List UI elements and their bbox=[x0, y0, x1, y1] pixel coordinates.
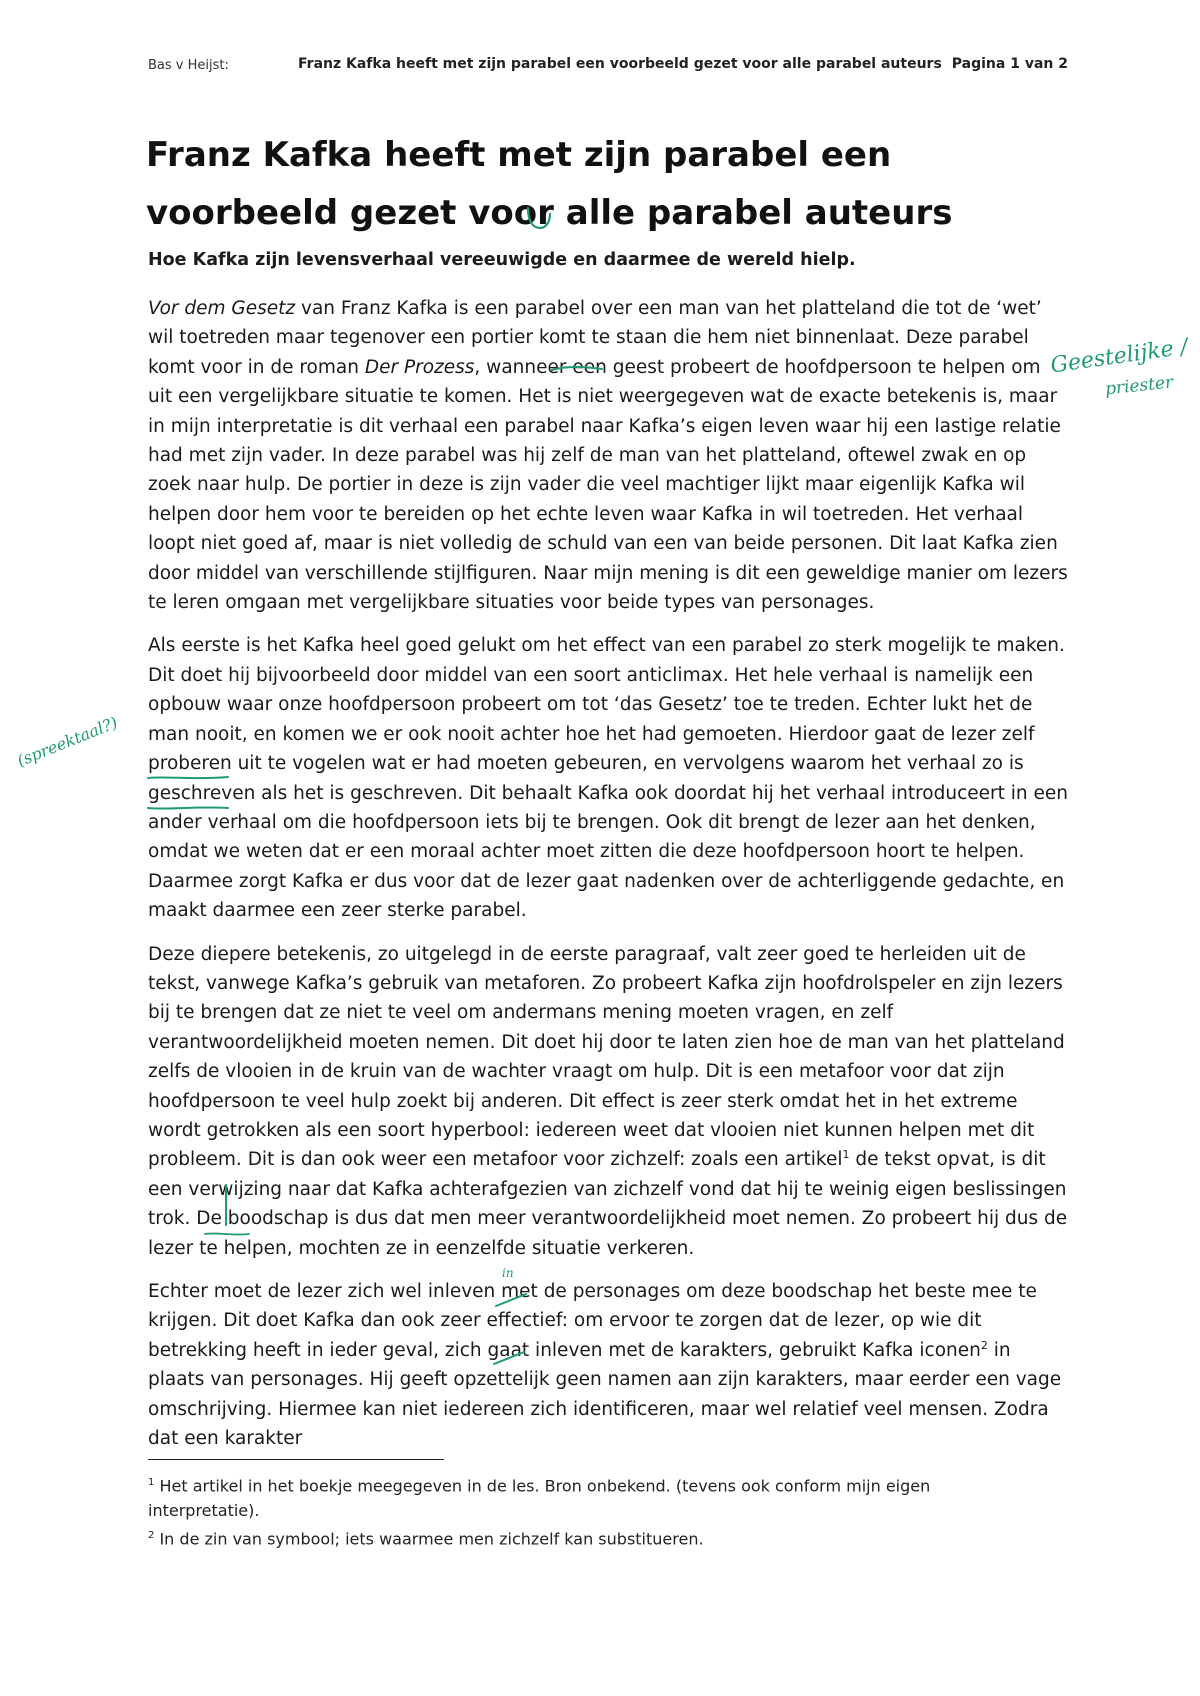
handwritten-annotation-in: in bbox=[502, 1266, 514, 1280]
paragraph-1-text-b: , wanneer een geest probeert de hoofdpersoon te helpen om uit een vergelijkbare situatie te komen. Het is niet weergegeven wat de exacte betekenis is, maar in mijn interpretatie is dit verhaal een parabel naar Kafka’s eigen leven waar hij een lastige relatie had met zijn vader. In deze parabel was hij zelf de man van het platteland, oftewel zwak en op zoek naar hulp. De portier in deze is zijn vader die veel machtiger lijkt maar eigenlijk Kafka wil helpen door hem voor te bereiden op het echte leven waar Kafka in wil toetreden. Het verhaal loopt niet goed af, maar is niet volledig de schuld van een van beide personen. Dit laat Kafka zien door middel van verschillende stijlfiguren. Naar mijn mening is dit een geweldige manier om lezers te leren omgaan met vergelijkbare situaties voor beide types van personages. bbox=[148, 356, 1068, 614]
handwritten-annotation-spreektaal: (spreektaal?) bbox=[14, 712, 121, 771]
paragraph-4 bbox=[148, 1277, 1068, 1453]
header-page-number: Pagina 1 van 2 bbox=[951, 56, 1068, 72]
footnote-2-text: In de zin van symbool; iets waarmee men zichzelf kan substitueren. bbox=[154, 1529, 704, 1549]
handwritten-underline-geest bbox=[550, 360, 606, 374]
italic-title-vor-dem-gesetz: Vor dem Gesetz bbox=[148, 298, 296, 319]
italic-title-der-prozess: Der Prozess bbox=[364, 356, 475, 378]
handwritten-strike-met-2 bbox=[490, 1348, 530, 1368]
footnote-2-number: 2 bbox=[148, 1530, 155, 1542]
footnote-divider bbox=[148, 1459, 444, 1460]
document-subtitle: Hoe Kafka zijn levensverhaal vereeuwigde en daarmee de wereld hielp. bbox=[148, 250, 856, 270]
paragraph-1-text-a: van Franz Kafka is een parabel over een man van het platteland die tot de ‘wet’ wil toetreden maar tegenover een portier komt te staan die hem niet binnenlaat. Deze parabel komt voor in de roman bbox=[148, 298, 1042, 378]
handwritten-strike-met-1 bbox=[492, 1290, 532, 1310]
handwritten-annotation-priester: priester bbox=[1104, 372, 1175, 400]
handwritten-separator-achteraf bbox=[221, 1183, 231, 1227]
header-author: Bas v Heijst: bbox=[148, 58, 229, 73]
document-title: Franz Kafka heeft met zijn parabel een voorbeeld gezet voor alle parabel auteurs bbox=[146, 135, 953, 233]
handwritten-underline-meer bbox=[203, 1228, 253, 1240]
paragraph-3-text-b: de tekst opvat, is dit een verwijzing naar dat Kafka achterafgezien van zichzelf vond dat hij te weinig eigen beslissingen trok. De boodschap is dus dat men meer verantwoordelijkheid moet nemen. Zo probeert hij dus de lezer te helpen, mochten ze in eenzelfde situatie verkeren. bbox=[148, 1149, 1068, 1259]
paragraph-4-text-a: Echter moet de lezer zich wel inleven met de personages om deze boodschap het beste mee te krijgen. Dit doet Kafka dan ook zeer effectief: om ervoor te zorgen dat de lezer, op wie dit betrekking heeft in ieder geval, zich gaat inleven met de karakters, gebruikt Kafka iconen bbox=[148, 1281, 1037, 1361]
footnote-1-number: 1 bbox=[148, 1477, 155, 1488]
header-title: Franz Kafka heeft met zijn parabel een voorbeeld gezet voor alle parabel auteurs bbox=[298, 56, 942, 72]
footnote-1 bbox=[148, 1470, 1008, 1523]
handwritten-underline-vogelen bbox=[146, 772, 230, 784]
footnotes bbox=[148, 1470, 1008, 1552]
paragraph-4-text-b: in plaats van personages. Hij geeft opzettelijk geen namen aan zijn karakters, maar eerder een vage omschrijving. Hiermee kan niet iedereen zich identificeren, maar wel relatief veel mensen. Zodra dat een karakter bbox=[148, 1339, 1062, 1450]
footnote-ref-2: 2 bbox=[980, 1338, 988, 1352]
handwritten-underline-geschreven bbox=[146, 802, 230, 814]
paragraph-3 bbox=[148, 940, 1068, 1263]
footnote-1-text: Het artikel in het boekje meegegeven in de les. Bron onbekend. (tevens ook conform mijn eigen interpretatie). bbox=[148, 1476, 931, 1521]
body-text bbox=[148, 294, 1068, 1467]
footnote-ref-1: 1 bbox=[842, 1148, 850, 1162]
paragraph-3-text-a: Deze diepere betekenis, zo uitgelegd in de eerste paragraaf, valt zeer goed te herleiden uit de tekst, vanwege Kafka’s gebruik van metaforen. Zo probeert Kafka zijn hoofdrolspeler en zijn lezers bij te brengen dat ze niet te veel om andermans mening moeten vragen, en zelf verantwoordelijkheid moeten nemen. Dit doet hij door te laten zien hoe de man van het platteland zelfs de vlooien in de kruin van de wachter vraagt om hulp. Dit is een metafoor voor dat zijn hoofdpersoon te veel hulp zoekt bij anderen. Dit effect is zeer sterk omdat het in het extreme wordt getrokken als een soort hyperbool: iedereen weet dat vlooien niet kunnen helpen met dit probleem. Dit is dan ook weer een metafoor voor zichzelf: zoals een artikel bbox=[148, 943, 1065, 1171]
footnote-2 bbox=[148, 1523, 1008, 1551]
handwritten-annotation-geestelijke: Geestelijke / bbox=[1048, 334, 1190, 379]
paragraph-2: Als eerste is het Kafka heel goed gelukt om het effect van een parabel zo sterk mogelijk te maken. Dit doet hij bijvoorbeeld door middel van een soort anticlimax. Het hele verhaal is namelijk een opbouw waar onze hoofdpersoon probeert om tot ‘das Gesetz’ toe te treden. Echter lukt het de man nooit, en komen we er ook nooit achter hoe het had gemoeten. Hierdoor gaat de lezer zelf proberen uit te vogelen wat er had moeten gebeuren, en vervolgens waarom het verhaal zo is geschreven als het is geschreven. Dit behaalt Kafka ook doordat hij het verhaal introduceert in een ander verhaal om die hoofdpersoon iets bij te brengen. Ook dit brengt de lezer aan het denken, omdat we weten dat er een moraal achter moet zitten die deze hoofdpersoon hoort te helpen. Daarmee zorgt Kafka er dus voor dat de lezer gaat nadenken over de achterliggende gedachte, en maakt daarmee een zeer sterke parabel. bbox=[148, 635, 1068, 922]
paragraph-1 bbox=[148, 294, 1068, 617]
handwritten-connector-mark bbox=[524, 206, 554, 234]
